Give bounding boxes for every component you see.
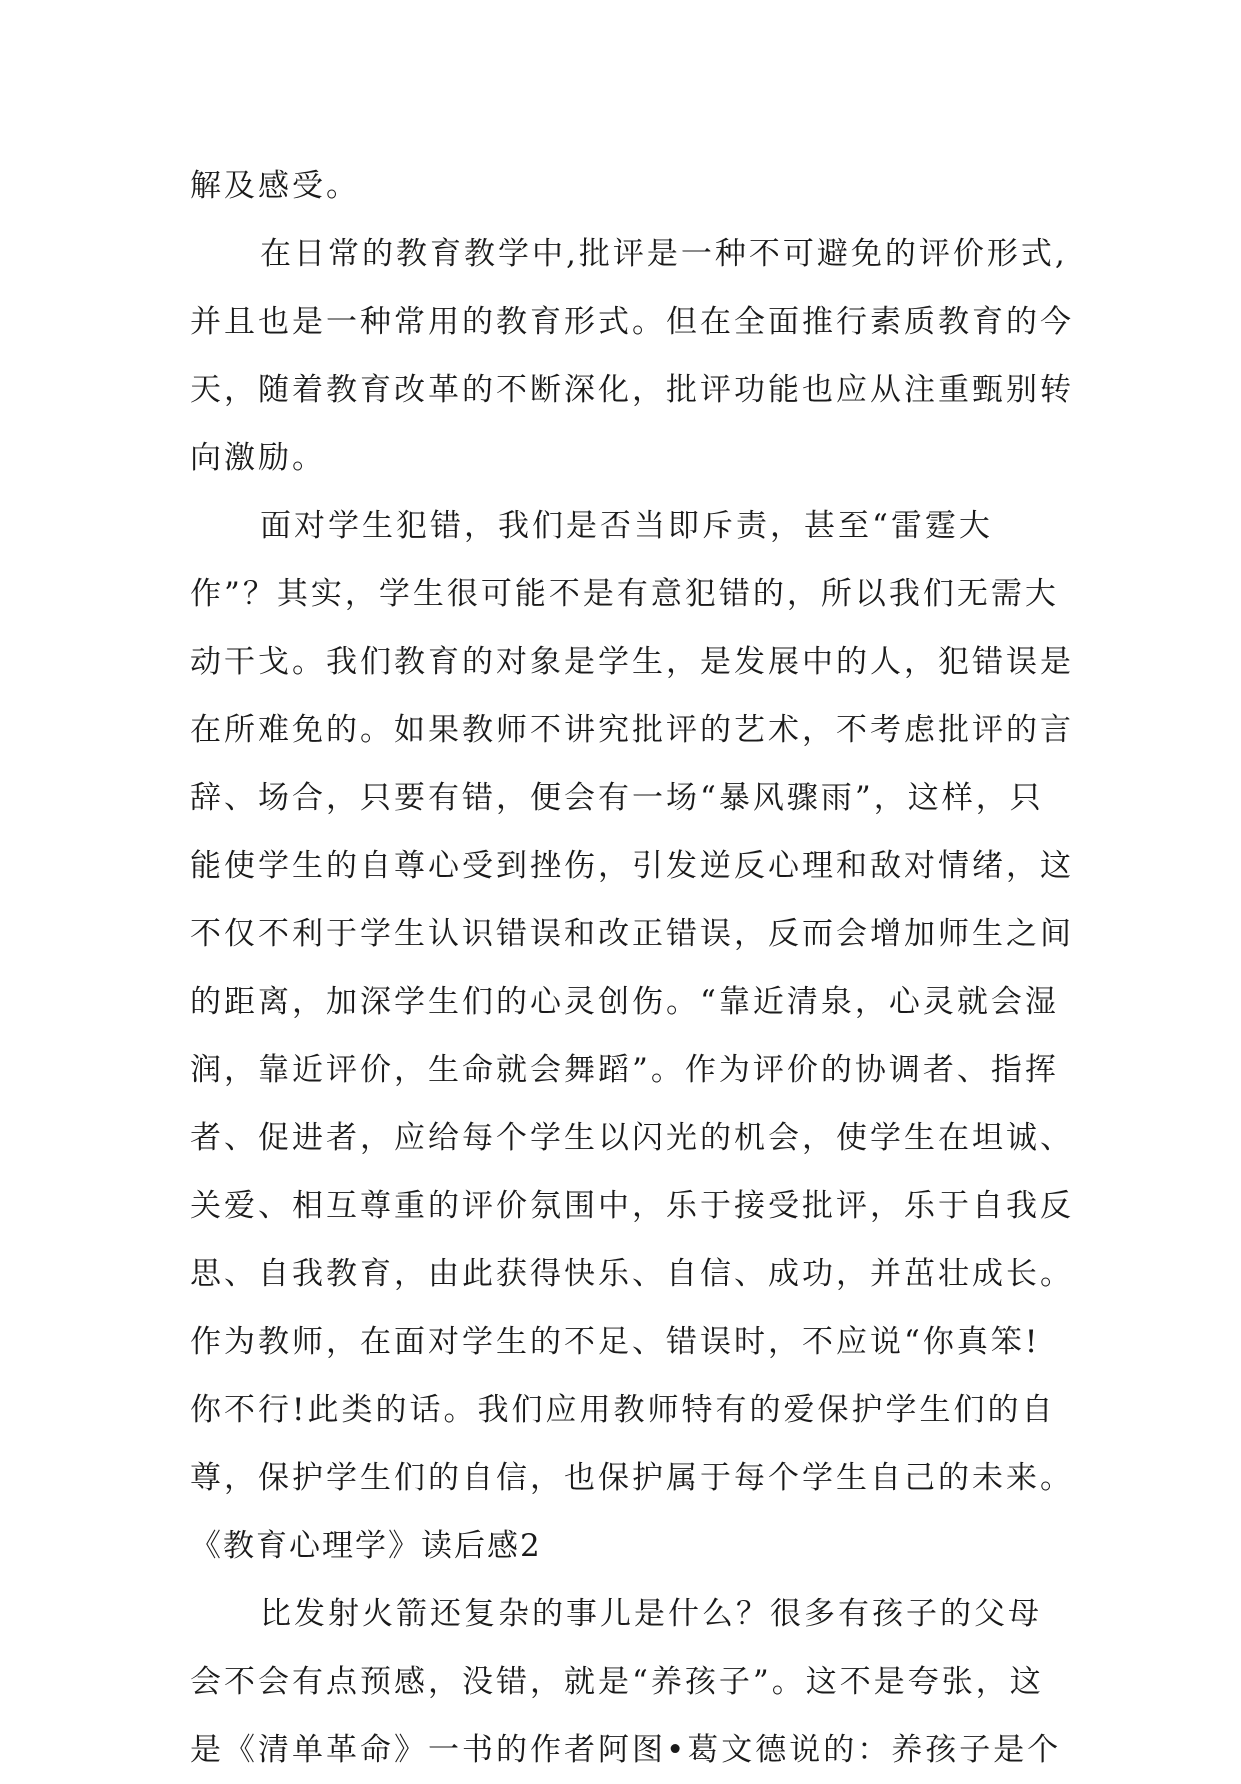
paragraph-line: 解及感受。 bbox=[190, 168, 360, 204]
paragraph-line: 在所难免的。如果教师不讲究批评的艺术，不考虑批评的言 bbox=[190, 712, 1074, 748]
document-body bbox=[190, 152, 1074, 1784]
paragraph-line: 你不行!此类的话。我们应用教师特有的爱保护学生们的自 bbox=[190, 1392, 1056, 1428]
paragraph-line: 并且也是一种常用的教育形式。但在全面推行素质教育的今 bbox=[190, 304, 1074, 340]
section-heading: 《教育心理学》读后感2 bbox=[190, 1528, 542, 1564]
paragraph-line: 尊，保护学生们的自信，也保护属于每个学生自己的未来。 bbox=[190, 1460, 1074, 1496]
paragraph-line: 向激励。 bbox=[190, 440, 326, 476]
paragraph-line: 能使学生的自尊心受到挫伤，引发逆反心理和敌对情绪，这 bbox=[190, 848, 1074, 884]
paragraph-line: 作为教师，在面对学生的不足、错误时，不应说“你真笨! bbox=[190, 1324, 1041, 1360]
paragraph-line: 思、自我教育，由此获得快乐、自信、成功，并茁壮成长。 bbox=[190, 1256, 1074, 1292]
paragraph-line: 作”？其实，学生很可能不是有意犯错的，所以我们无需大 bbox=[190, 576, 1059, 612]
paragraph-line: 润，靠近评价，生命就会舞蹈”。作为评价的协调者、指挥 bbox=[190, 1052, 1059, 1088]
paragraph-line: 会不会有点预感，没错，就是“养孩子”。这不是夸张，这 bbox=[190, 1664, 1044, 1700]
paragraph-line: 动干戈。我们教育的对象是学生，是发展中的人，犯错误是 bbox=[190, 644, 1074, 680]
paragraph-line: 是《清单革命》一书的作者阿图•葛文德说的：养孩子是个 bbox=[190, 1732, 1062, 1768]
paragraph-line: 在日常的教育教学中,批评是一种不可避免的评价形式, bbox=[260, 236, 1068, 272]
paragraph-line: 的距离，加深学生们的心灵创伤。“靠近清泉，心灵就会湿 bbox=[190, 984, 1059, 1020]
paragraph-line: 比发射火箭还复杂的事儿是什么？很多有孩子的父母 bbox=[260, 1596, 1042, 1632]
paragraph-line: 天，随着教育改革的不断深化，批评功能也应从注重甄别转 bbox=[190, 372, 1074, 408]
paragraph-line: 面对学生犯错，我们是否当即斥责，甚至“雷霆大 bbox=[260, 508, 993, 544]
paragraph-line: 不仅不利于学生认识错误和改正错误，反而会增加师生之间 bbox=[190, 916, 1074, 952]
paragraph-line: 者、促进者，应给每个学生以闪光的机会，使学生在坦诚、 bbox=[190, 1120, 1074, 1156]
paragraph-line: 关爱、相互尊重的评价氛围中，乐于接受批评，乐于自我反 bbox=[190, 1188, 1074, 1224]
paragraph-line: 辞、场合，只要有错，便会有一场“暴风骤雨”，这样，只 bbox=[190, 780, 1044, 816]
